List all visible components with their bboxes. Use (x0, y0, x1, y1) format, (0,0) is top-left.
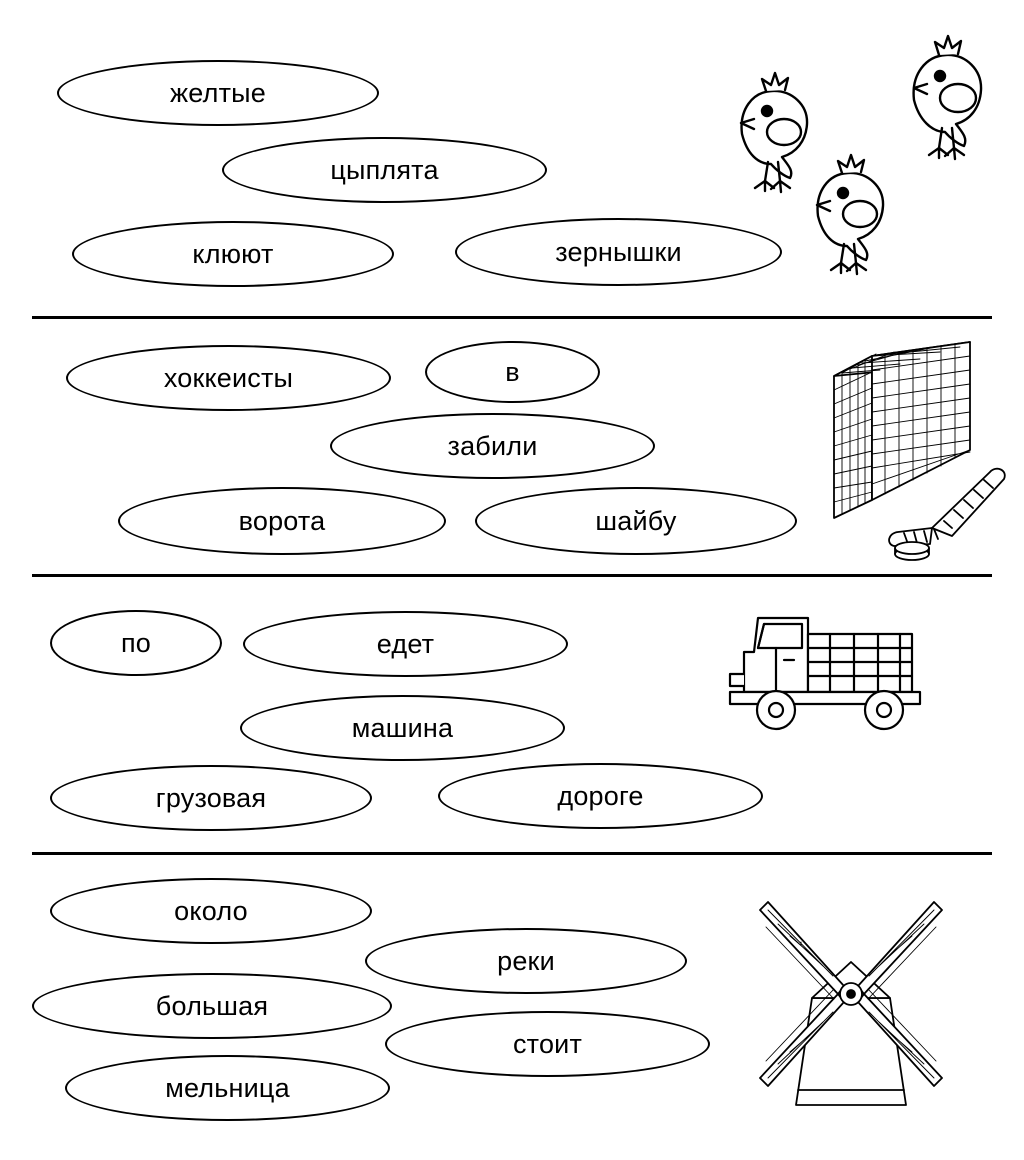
word-bubble[interactable] (365, 928, 687, 994)
hockey-goal-illustration (820, 332, 1010, 562)
word-bubble[interactable] (475, 487, 797, 555)
word-bubble[interactable] (66, 345, 391, 411)
word-label: мельница (165, 1072, 290, 1103)
word-bubble[interactable] (65, 1055, 390, 1121)
word-bubble[interactable] (118, 487, 446, 555)
word-bubble[interactable] (50, 878, 372, 944)
word-bubble[interactable] (240, 695, 565, 761)
word-label: едет (376, 628, 435, 659)
word-label: желтые (170, 77, 266, 108)
word-label: машина (351, 712, 454, 743)
word-bubble[interactable] (330, 413, 655, 479)
word-bubble[interactable] (222, 137, 547, 203)
word-label: забили (447, 430, 538, 461)
word-label: ворота (238, 505, 326, 536)
word-label: в (505, 356, 520, 387)
word-label: зернышки (555, 236, 682, 267)
word-bubble[interactable] (438, 763, 763, 829)
word-bubble[interactable] (243, 611, 568, 677)
section-divider-3 (32, 852, 992, 855)
windmill-illustration (738, 880, 964, 1116)
word-label: клюют (192, 238, 274, 269)
word-bubble[interactable] (425, 341, 600, 403)
word-label: реки (497, 945, 555, 976)
word-bubble[interactable] (50, 610, 222, 676)
word-bubble[interactable] (50, 765, 372, 831)
section-divider-2 (32, 574, 992, 577)
word-label: около (174, 895, 248, 926)
truck-illustration (672, 600, 932, 740)
word-label: по (120, 627, 152, 658)
chicks-illustration (718, 28, 994, 290)
word-label: шайбу (595, 505, 677, 536)
word-label: грузовая (155, 782, 267, 813)
word-label: стоит (512, 1028, 583, 1059)
word-bubble[interactable] (57, 60, 379, 126)
word-bubble[interactable] (385, 1011, 710, 1077)
word-label: хоккеисты (163, 362, 294, 393)
word-label: большая (155, 990, 269, 1021)
word-bubble[interactable] (32, 973, 392, 1039)
word-label: дороге (557, 780, 644, 811)
word-bubble[interactable] (72, 221, 394, 287)
section-divider-1 (32, 316, 992, 319)
word-label: цыплята (330, 154, 439, 185)
